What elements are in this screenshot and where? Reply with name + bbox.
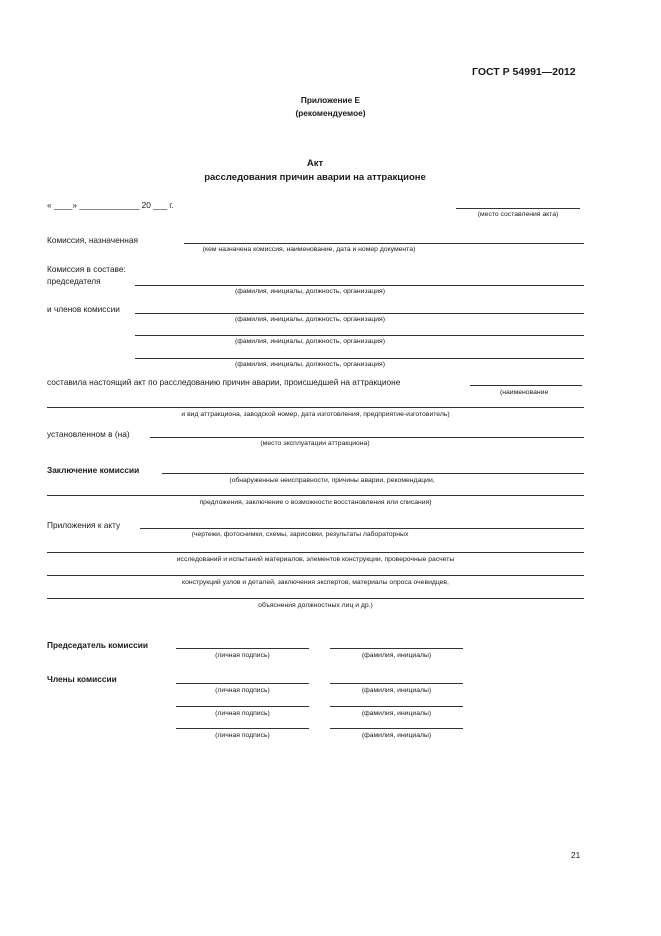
chairman-name-line <box>330 648 463 649</box>
member-signature-line-3 <box>176 728 309 729</box>
chairman-signature-hint: (личная подпись) <box>215 652 270 659</box>
member-line-2 <box>135 335 584 336</box>
commission-composition-label: Комиссия в составе: <box>47 264 126 274</box>
attachments-hint-1: (чертежи, фотоснимки, схемы, зарисовки, результаты лабораторных <box>191 531 409 538</box>
act-statement-text: составила настоящий акт по расследованию причин аварии, происшедшей на аттракционе <box>47 377 401 387</box>
attachments-line-2 <box>47 552 584 553</box>
conclusion-hint-2: предложения, заключение о возможности восстановления или списания) <box>199 499 432 506</box>
conclusion-label: Заключение комиссии <box>47 465 140 475</box>
member-signature-hint-1: (личная подпись) <box>215 687 270 694</box>
attachments-line-1 <box>140 528 584 529</box>
members-signature-label: Члены комиссии <box>47 674 117 684</box>
page-number: 21 <box>571 850 581 860</box>
appendix-note: (рекомендуемое) <box>295 108 366 118</box>
installed-label: установленном в (на) <box>47 429 130 439</box>
installed-hint: (место эксплуатации аттракциона) <box>260 440 370 447</box>
member-signature-hint-3: (личная подпись) <box>215 732 270 739</box>
act-statement-line <box>470 385 582 386</box>
commission-appointed-label: Комиссия, назначенная <box>47 235 138 245</box>
attraction-hint: и вид аттракциона, заводской номер, дата изготовления, предприятие-изготовитель) <box>181 411 450 418</box>
appendix-title: Приложение Е <box>300 95 361 105</box>
attachments-line-4 <box>47 598 584 599</box>
conclusion-line-1 <box>162 473 584 474</box>
chairman-hint: (фамилия, инициалы, должность, организация) <box>235 288 385 295</box>
member-signature-line-1 <box>176 683 309 684</box>
attachments-label: Приложения к акту <box>47 520 121 530</box>
member-signature-hint-2: (личная подпись) <box>215 710 270 717</box>
place-line <box>456 208 580 209</box>
place-hint: (место составления акта) <box>477 211 559 218</box>
attachments-hint-4: объяснения должностных лиц и др.) <box>258 602 373 609</box>
chairman-signature-label: Председатель комиссии <box>47 640 148 650</box>
member-hint-1: (фамилия, инициалы, должность, организация) <box>235 316 385 323</box>
commission-appointed-hint: (кем назначена комиссия, наименование, дата и номер документа) <box>202 246 416 253</box>
member-line-3 <box>135 358 584 359</box>
act-title: Акт <box>306 158 324 169</box>
member-hint-2: (фамилия, инициалы, должность, организация) <box>235 338 385 345</box>
member-name-hint-1: (фамилия, инициалы) <box>361 687 432 694</box>
attachments-hint-3: конструкций узлов и деталей, заключения экспертов, материалы опроса очевидцев, <box>182 579 449 586</box>
chairman-label: председателя <box>47 276 101 286</box>
member-name-line-3 <box>330 728 463 729</box>
act-statement-hint-name: (наименование <box>500 389 549 396</box>
commission-appointed-line <box>184 243 584 244</box>
members-label: и членов комиссии <box>47 304 120 314</box>
chairman-signature-line <box>176 648 309 649</box>
installed-line <box>150 437 584 438</box>
member-name-hint-2: (фамилия, инициалы) <box>361 710 432 717</box>
member-name-line-2 <box>330 706 463 707</box>
conclusion-line-2 <box>47 495 584 496</box>
act-subtitle: расследования причин аварии на аттракционе <box>204 172 426 183</box>
conclusion-hint-1: (обнаруженные неисправности, причины аварии, рекомендации, <box>229 477 435 484</box>
chairman-name-hint: (фамилия, инициалы) <box>361 652 432 659</box>
attachments-hint-2: исследований и испытаний материалов, элементов конструкции, проверочные расчеты <box>176 556 455 563</box>
member-line-1 <box>135 313 584 314</box>
member-signature-line-2 <box>176 706 309 707</box>
member-hint-3: (фамилия, инициалы, должность, организация) <box>235 361 385 368</box>
standard-number: ГОСТ Р 54991—2012 <box>472 66 576 78</box>
member-name-hint-3: (фамилия, инициалы) <box>361 732 432 739</box>
date-line: « ____» _____________ 20 ___ г. <box>47 200 174 210</box>
attraction-line <box>47 407 584 408</box>
attachments-line-3 <box>47 575 584 576</box>
chairman-line <box>135 285 584 286</box>
member-name-line-1 <box>330 683 463 684</box>
